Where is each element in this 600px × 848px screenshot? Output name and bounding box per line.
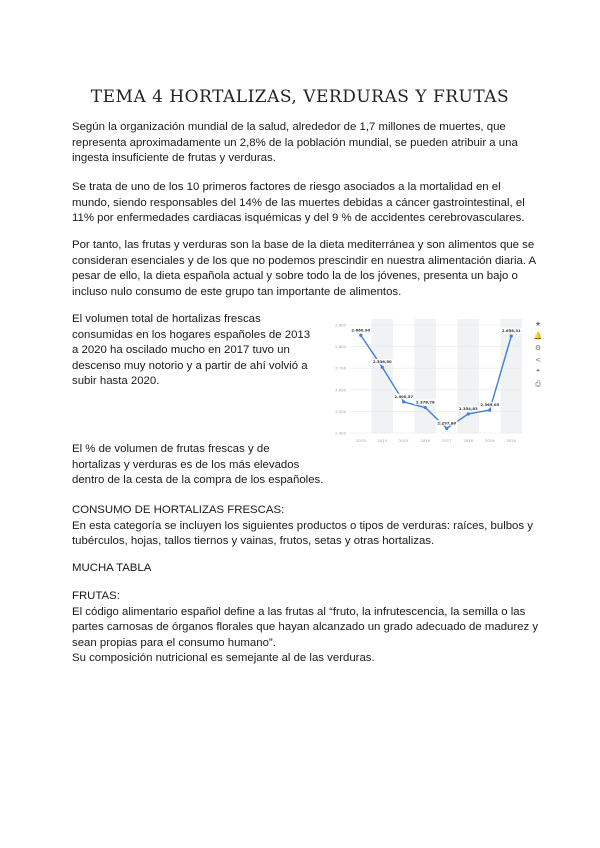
x-tick-label: 2018	[463, 438, 474, 443]
y-tick-label: 2.900	[335, 322, 346, 328]
text-line: CONSUMO DE HORTALIZAS FRESCAS:	[72, 504, 285, 516]
text-line: El volumen total de hortalizas frescas	[72, 313, 261, 325]
data-label: 2.297,80	[437, 420, 457, 426]
data-label: 2.400,57	[394, 393, 414, 399]
data-label: 2.378,78	[415, 399, 435, 405]
text-line: MUCHA TABLA	[72, 562, 152, 574]
text-line: ingesta insuficiente de frutas y verduras.	[72, 152, 276, 165]
text-line: FRUTAS:	[72, 590, 120, 602]
data-point	[445, 427, 448, 430]
paragraph-cesta-compra	[72, 442, 332, 489]
data-label: 2.369,05	[480, 402, 500, 408]
gear-icon[interactable]: ⚙	[534, 344, 542, 352]
text-line: Su composición nutricional es semejante al de las verduras.	[72, 652, 375, 665]
x-tick-label: 2016	[420, 438, 431, 443]
y-tick-label: 2.600	[335, 387, 346, 393]
bell-icon[interactable]: 🔔	[533, 332, 543, 340]
x-tick-label: 2019	[484, 438, 495, 443]
y-tick-label: 2.800	[335, 344, 346, 350]
star-icon[interactable]: ★	[534, 320, 542, 328]
quote-icon[interactable]: ❝	[536, 368, 540, 376]
text-line: hortalizas y verduras es de los más elevados	[72, 458, 300, 471]
text-line: a 2020 ha oscilado mucho en 2017 tuvo un	[72, 344, 290, 357]
x-tick-label: 2013	[355, 438, 366, 443]
y-tick-label: 2.700	[335, 365, 346, 371]
data-point	[381, 366, 384, 369]
x-tick-label: 2020	[506, 438, 517, 443]
chart-band	[458, 319, 480, 433]
text-line: incluso nulo consumo de este grupo tan importante de alimentos.	[72, 285, 402, 298]
data-label: 2.656,31	[501, 328, 521, 334]
section-frutas	[72, 589, 539, 667]
text-line: sean propias para el consumo humano”.	[72, 636, 276, 649]
section-consumo-hortalizas	[72, 503, 532, 550]
text-line: Por tanto, las frutas y verduras son la base de la dieta mediterránea y son alimentos que se	[72, 239, 535, 251]
x-tick-label: 2014	[377, 438, 388, 443]
data-label: 2.660,90	[351, 327, 371, 333]
text-line: El código alimentario español define a las frutas al “fruto, la infrutescencia, la semilla o las	[72, 605, 526, 618]
y-tick-label: 2.400	[335, 430, 346, 436]
chart-svg	[316, 311, 550, 451]
text-line: dentro de la cesta de la compra de los españoles.	[72, 474, 324, 487]
chart-toolbar	[530, 318, 546, 408]
data-label: 2.536,50	[372, 359, 392, 365]
data-point	[488, 409, 491, 412]
x-tick-label: 2017	[441, 438, 452, 443]
share-icon[interactable]: <	[535, 356, 541, 364]
text-line: En esta categoría se incluyen los siguientes productos o tipos de verduras: raíces, bulbos y	[72, 519, 533, 532]
text-line: 11% por enfermedades cardiacas isquémicas y del 9 % de accidentes cerebrovasculares.	[72, 212, 525, 225]
paragraph-risk-factors	[72, 180, 532, 227]
data-point	[467, 412, 470, 415]
y-tick-label: 2.500	[335, 408, 346, 414]
paragraph-dieta-mediterranea	[72, 238, 537, 300]
text-line: Se trata de uno de los 10 primeros factores de riesgo asociados a la mortalidad en el	[72, 181, 501, 193]
chart-band	[415, 319, 437, 433]
text-line: pesar de ello, la dieta española actual y sobre todo la de los jóvenes, presenta un bajo o	[72, 270, 518, 283]
text-line: mundo, siendo responsables del 14% de las muertes debidas a cáncer gastrointestinal, el	[72, 196, 525, 209]
print-icon[interactable]: ⎙	[535, 380, 541, 388]
volume-line-chart	[316, 311, 550, 451]
data-point	[510, 334, 513, 337]
note-mucha-tabla	[72, 561, 532, 577]
data-point	[359, 334, 362, 337]
paragraph-intro	[72, 120, 532, 167]
chart-band	[372, 319, 394, 433]
data-label: 2.354,83	[458, 405, 478, 411]
text-line: descenso muy notorio y a partir de ahí volvió a	[72, 359, 308, 372]
paragraph-volumen-hortalizas	[72, 312, 311, 390]
text-line: representa aproximadamente un 2,8% de la población mundial, se pueden atribuir a una	[72, 136, 518, 149]
text-line: consumidas en los hogares españoles de 2013	[72, 328, 311, 341]
page-title: TEMA 4 HORTALIZAS, VERDURAS Y FRUTAS	[90, 87, 510, 108]
text-line: subir hasta 2020.	[72, 375, 160, 388]
data-point	[424, 406, 427, 409]
text-line: partes carnosas de órganos florales que hayan alcanzado un grado adecuado de madurez y	[72, 621, 539, 634]
data-point	[402, 400, 405, 403]
text-line: El % de volumen de frutas frescas y de	[72, 443, 270, 455]
text-line: Según la organización mundial de la salud, alrededor de 1,7 millones de muertes, que	[72, 121, 506, 133]
x-tick-label: 2015	[398, 438, 409, 443]
text-line: consideran esenciales y de los que no podemos prescindir en nuestra alimentación diaria. A	[72, 254, 537, 267]
text-line: tubérculos, hojas, tallos tiernos y vainas, frutos, setas y otras hortalizas.	[72, 535, 435, 548]
